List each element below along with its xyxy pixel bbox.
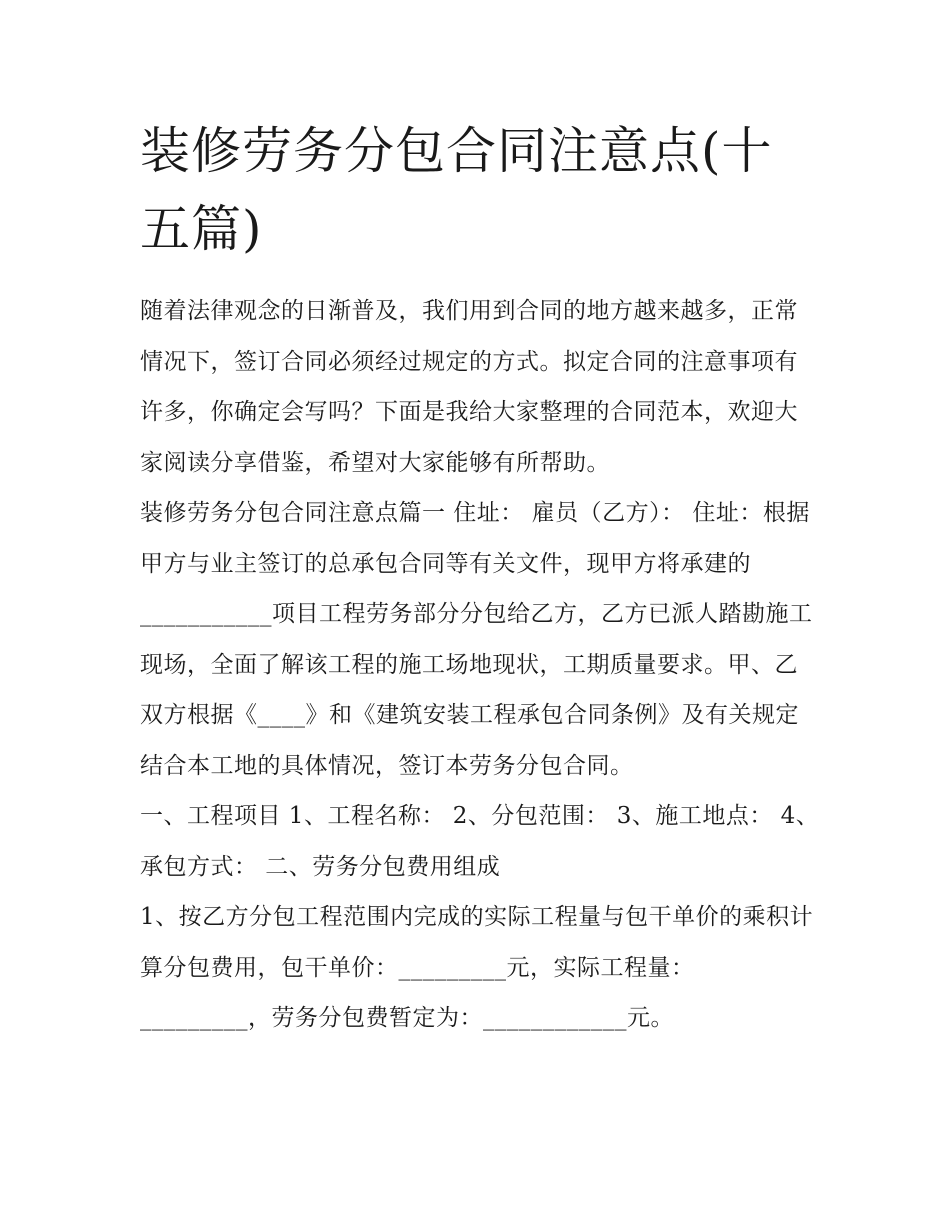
intro-paragraph: 随着法律观念的日渐普及，我们用到合同的地方越来越多，正常情况下，签订合同必须经过规定的方式。拟定合同的注意事项有许多，你确定会写吗？下面是我给大家整理的合同范本，欢迎大家阅读分享借鉴，希望对大家能够有所帮助。 xyxy=(140,298,798,476)
fee-calculation-paragraph: 1、按乙方分包工程范围内完成的实际工程量与包干单价的乘积计算分包费用，包干单价：_________元，实际工程量：_________，劳务分包费暂定为：____________元。 xyxy=(140,904,814,1031)
document-title: 装修劳务分包合同注意点(十五篇) xyxy=(140,122,773,258)
document-page xyxy=(140,112,820,1044)
project-items-paragraph: 一、工程项目 1、工程名称： 2、分包范围： 3、施工地点： 4、承包方式： 二、劳务分包费用组成 xyxy=(140,803,820,880)
contract-preamble-paragraph: 装修劳务分包合同注意点篇一 住址： 雇员（乙方）： 住址：根据甲方与业主签订的总承包合同等有关文件，现甲方将承建的___________项目工程劳务部分分包给乙方，乙方已派人踏勘施工现场，全面了解该工程的施工场地现状，工期质量要求。甲、乙双方根据《____》和《建筑安装工程承包合同条例》及有关规定结合本工地的具体情况，签订本劳务分包合同。 xyxy=(140,500,813,779)
